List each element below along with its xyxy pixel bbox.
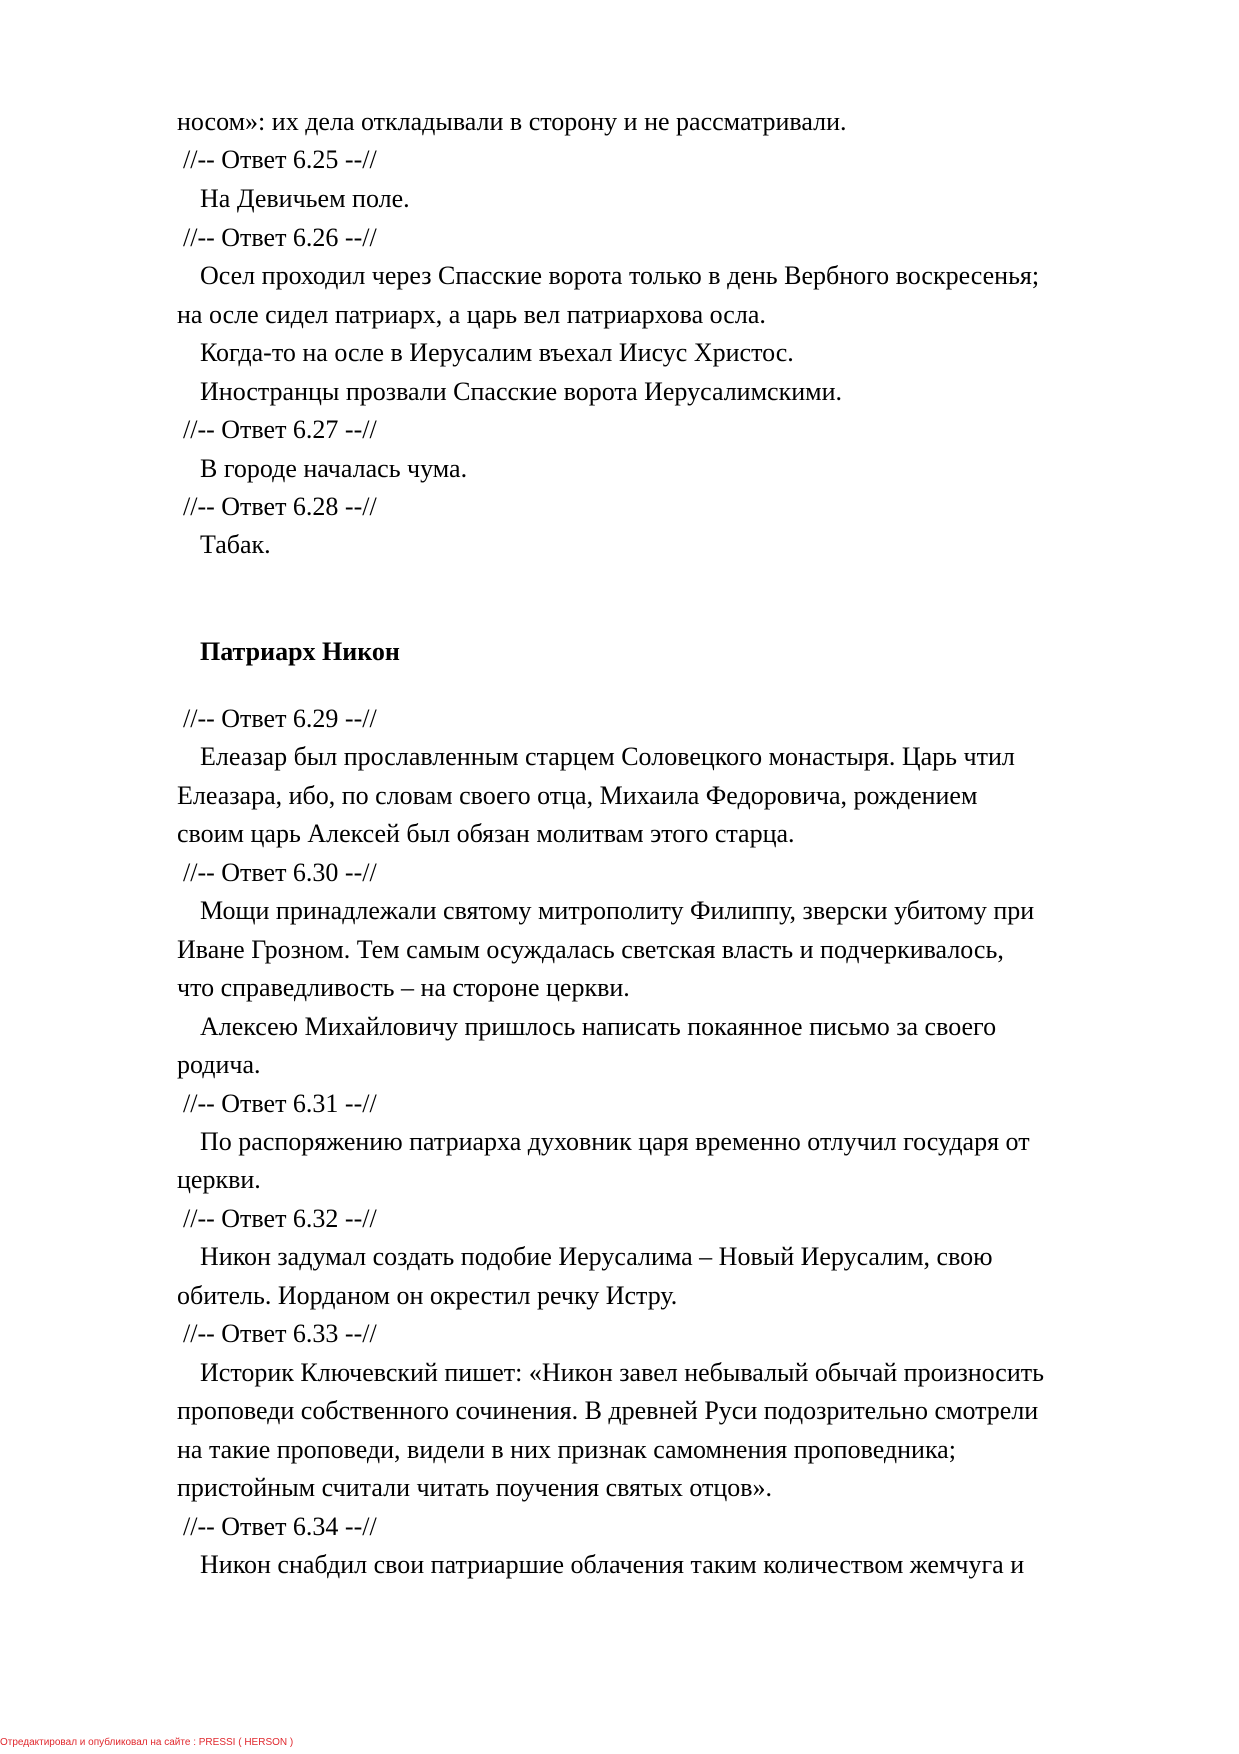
section-heading: Патриарх Никон bbox=[200, 637, 400, 666]
text-line: Елеазар был прославленным старцем Соловецкого монастыря. Царь чтил bbox=[200, 742, 1015, 771]
text-line: Иностранцы прозвали Спасские ворота Иерусалимскими. bbox=[200, 377, 843, 406]
text-line: своим царь Алексей был обязан молитвам этого старца. bbox=[177, 819, 795, 848]
text-line: Когда-то на осле в Иерусалим въехал Иисус Христос. bbox=[200, 338, 794, 367]
answer-marker: //-- Ответ 6.25 --// bbox=[183, 145, 377, 174]
text-line: проповеди собственного сочинения. В древней Руси подозрительно смотрели bbox=[177, 1396, 1039, 1425]
text-line: Никон снабдил свои патриаршие облачения таким количеством жемчуга и bbox=[200, 1550, 1025, 1579]
text-line: Алексею Михайловичу пришлось написать покаянное письмо за своего bbox=[200, 1012, 997, 1041]
text-line: По распоряжению патриарха духовник царя временно отлучил государя от bbox=[200, 1127, 1030, 1156]
answer-marker: //-- Ответ 6.30 --// bbox=[183, 858, 377, 887]
text-line: обитель. Иорданом он окрестил речку Истру. bbox=[177, 1281, 678, 1310]
answer-marker: //-- Ответ 6.27 --// bbox=[183, 415, 377, 444]
text-line: Иване Грозном. Тем самым осуждалась светская власть и подчеркивалось, bbox=[177, 935, 1004, 964]
text-line: Табак. bbox=[200, 530, 271, 559]
text-line: что справедливость – на стороне церкви. bbox=[177, 973, 630, 1002]
publisher-footer: Отредактировал и опубликовал на сайте : PRESSI ( HERSON ) bbox=[0, 1737, 294, 1748]
answer-marker: //-- Ответ 6.26 --// bbox=[183, 223, 377, 252]
answer-marker: //-- Ответ 6.32 --// bbox=[183, 1204, 377, 1233]
answer-marker: //-- Ответ 6.34 --// bbox=[183, 1512, 377, 1541]
text-line: пристойным считали читать поучения святых отцов». bbox=[177, 1473, 773, 1502]
answer-marker: //-- Ответ 6.33 --// bbox=[183, 1319, 377, 1348]
text-line: на осле сидел патриарх, а царь вел патриархова осла. bbox=[177, 300, 766, 329]
text-line: церкви. bbox=[177, 1165, 261, 1194]
text-line: на такие проповеди, видели в них признак самомнения проповедника; bbox=[177, 1435, 956, 1464]
text-line: носом»: их дела откладывали в сторону и не рассматривали. bbox=[177, 107, 847, 136]
text-line: На Девичьем поле. bbox=[200, 184, 410, 213]
text-line: родича. bbox=[177, 1050, 261, 1079]
answer-marker: //-- Ответ 6.28 --// bbox=[183, 492, 377, 521]
text-line: Осел проходил через Спасские ворота только в день Вербного воскресенья; bbox=[200, 261, 1040, 290]
text-line: В городе началась чума. bbox=[200, 454, 468, 483]
text-line: Историк Ключевский пишет: «Никон завел небывалый обычай произносить bbox=[200, 1358, 1044, 1387]
text-line: Никон задумал создать подобие Иерусалима – Новый Иерусалим, свою bbox=[200, 1242, 993, 1271]
answer-marker: //-- Ответ 6.29 --// bbox=[183, 704, 377, 733]
text-line: Елеазара, ибо, по словам своего отца, Михаила Федоровича, рождением bbox=[177, 781, 978, 810]
answer-marker: //-- Ответ 6.31 --// bbox=[183, 1089, 377, 1118]
text-line: Мощи принадлежали святому митрополиту Филиппу, зверски убитому при bbox=[200, 896, 1035, 925]
